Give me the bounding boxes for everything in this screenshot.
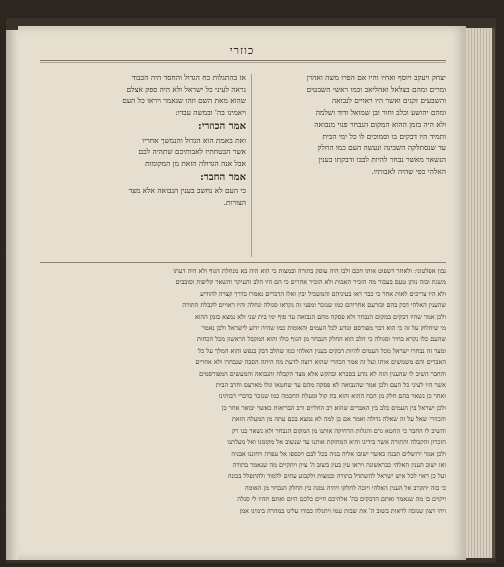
commentary-line: והחבר השיב לו שהענין הזה לא נודע בסברא ובהקש אלא מצד הקבלה והנבואה והמעשים המפורסמים: [199, 369, 446, 378]
commentary-line: ויקוים בו מה שנאמר ואתם הדבקים בה' אלהיכם חיים כלכם היום ואתם תהיו לי סגלה: [237, 495, 446, 504]
text-line: ויאמינו בה' ובמשה עבדו:: [175, 108, 246, 118]
text-line: ותמיד היו דבקים בו וסמוכים לו כל ימי הבית: [322, 131, 446, 141]
open-book: [6, 18, 496, 563]
commentary-line: ולכן אמר ירושלים תבנה כאשר ישובו אליה בניה בכל לבם ויכספו אל עפרה ויחוננו אבניה: [231, 449, 446, 458]
header-rule-double: [40, 62, 446, 63]
commentary-divider: [40, 262, 446, 263]
text-line: יצחק ויעקב ויוסף ואחיו והיו אם הפרו משה ואהרן: [306, 73, 446, 82]
text-line: הנשאר מאשר נבחר להיות לבבו ודבקתו בענין: [318, 154, 446, 164]
text-line: ולא היה בזמן ההוא המקום הנבחר פנוי מנבואה: [314, 119, 446, 129]
text-line: כי העם לא נחשב בענין הנבואה אלא מצד: [128, 186, 246, 196]
text-line: אבל אנה הגדולה הזאת מן המקומות: [145, 158, 246, 168]
text-line: הצורות.: [223, 198, 246, 208]
commentary-line: ולא היו צריכים לאות אחר כי כבר ראו בעיניהם והמשכיל יבין ואלו הדברים נאמרו בדרך קצרה להודיע: [200, 289, 446, 298]
commentary-line: הזכרון והקבלה והתורה אשר בידינו והיא המחזקת אותנו עד שנשוב אל מקומנו ואל מעלתנו: [227, 438, 446, 447]
running-head: כוזרי: [229, 44, 255, 57]
main-text-left-column: [40, 72, 246, 209]
text-line: ומרים ומהם בצלאל ואהליאב וכמו ראשי השבטים: [306, 84, 446, 94]
commentary-line: והכוזרי שאל על זה שאלה גדולה ואמר אם כן למה לא נמצא בכם עתה מן המעלה הזאת: [231, 415, 446, 424]
commentary-line: אשר היו לעיני כל העם ולכן אמר שהנבואה לא פסקה מהם עד שחטאו וגלו מארצם וחרב הבית: [215, 381, 446, 390]
commentary-line: נבון אפלטוני: ולאחר דשפוט אותו חכם ולבו היה עוסק בתורה ובמצות כי הוא היה בא מנחלת הגוף ולא היה דעתו: [173, 267, 446, 275]
header-rule: [40, 60, 446, 61]
speaker-heading-kuzari: אמר הכוזרי:: [198, 120, 246, 132]
text-line: שהוא מאת השם וזהו שנאמר ויראו כל העם: [122, 96, 246, 106]
commentary-line: ולכן ישראל בין העמים כלב בין האברים שהוא רב החליים ורב הבריאות כאשר יבואר אחר כן: [221, 403, 446, 412]
left-page-edge: [6, 30, 18, 560]
book-page: [18, 26, 466, 560]
text-line: עד שנסתלקה השכינה ונעשה העם כמו החלק: [317, 143, 446, 153]
commentary-line: ואז ישוב הענין האלהי כבראשונה ויראו עין בעין בשוב ה' ציון ויתקיים מה שנאמר בתורה: [232, 460, 446, 469]
commentary-line: מי שיחלוק על זה כי הוא דבר מפורסם ונודע לכל העמים והאומות כמו שהיה ידוע לישראל ולכן נאמר: [201, 324, 446, 333]
commentary-line: משגת ובזה נותן טעם בעבור מה הזכיר האבות ולא הזכיר אחרים כי הם היו הלב והעיקר והשאר קליפות וסובבים: [175, 278, 446, 287]
speaker-heading-haver: אמר החבר:: [200, 171, 246, 183]
commentary-line: ולכן אמר שהיו דבקים במקום הנבחר ולא פסקה מהם הנבואה עד סוף ימי בית שני ולא נמצא בזמן ההוא: [194, 312, 446, 321]
main-text-right-column: [258, 72, 446, 177]
commentary-line: ויהי רצון שנזכה לראות בשוב ה' את שבות עמו ויתגלה כבודו עלינו במהרה בימינו אמן: [239, 506, 446, 515]
column-divider: [251, 74, 252, 257]
text-line: ומהם יהושע וכלב וחור ובן שמואל ודוד ושלמה: [315, 108, 446, 118]
commentary-line: שהעם כלו נקרא בחיר וסגולה כי הלב הוא החלק הנבחר מן הגוף כולו והוא המקבל הראשון מכל הכחות: [197, 335, 446, 344]
commentary-line: כי בזה יתקרב אל הענין האלהי ויזכה לחלקו ויהיה נמנה בין החלק הנבחר מן האומה: [244, 483, 446, 492]
commentary-line: ומצד זה נבחרו ישראל מכל העמים להיות דבקים בענין האלהי כמו שהלב דבק בנפש והוא המלך על כל: [198, 346, 446, 355]
commentary-block: [40, 266, 446, 517]
text-line: ואת באמת הוא הגדול והנמשך אחריו: [142, 135, 246, 145]
text-line: נראה לעיני כל ישראל ולא היה ספק אצלם: [126, 84, 246, 94]
text-line: והשבעים זקנים ואשר היו ראויים לנבואה: [331, 96, 446, 106]
commentary-line: והשיב לו החבר כי החטא גרם והגלות הרחיקה אותנו מן המקום הנבחר ולא נשאר בנו רק: [231, 426, 446, 435]
text-line: אז בהתגלות כח הגדול והחסד היה הכבוד: [131, 73, 246, 82]
commentary-line: שהענין האלהי דבק בהם ובזרעם אחריהם כמו שנזכר ומפני זה נקראו סגולה ונחלה והיו ראויים לקבלת התורה: [182, 301, 446, 310]
text-line: אשר הבטחתיו לאבותיכם שתהיה לכם: [138, 147, 246, 157]
commentary-line: ואחר כן נשאר בהם חלק מן הכח ההוא והוא בת קול ומעלת החכמה כמו שנזכר בדברי רבותינו: [218, 392, 446, 401]
commentary-line: ועל כן ראוי לכל איש ישראל להשתדל בתורה ובמצות ולקבוע עתים ללמוד ולהתפלל בכונה: [227, 472, 446, 481]
text-line: האלהי כפי שהיה לאבותיו.: [371, 166, 446, 176]
commentary-line: האברים והם משמשים אותו ועל זה אמר הכוזרי שהוא רוצה לדעת מה היתה הסבה שנבחרו ולא אחרים: [195, 358, 446, 367]
page-fore-edge: [466, 28, 495, 558]
